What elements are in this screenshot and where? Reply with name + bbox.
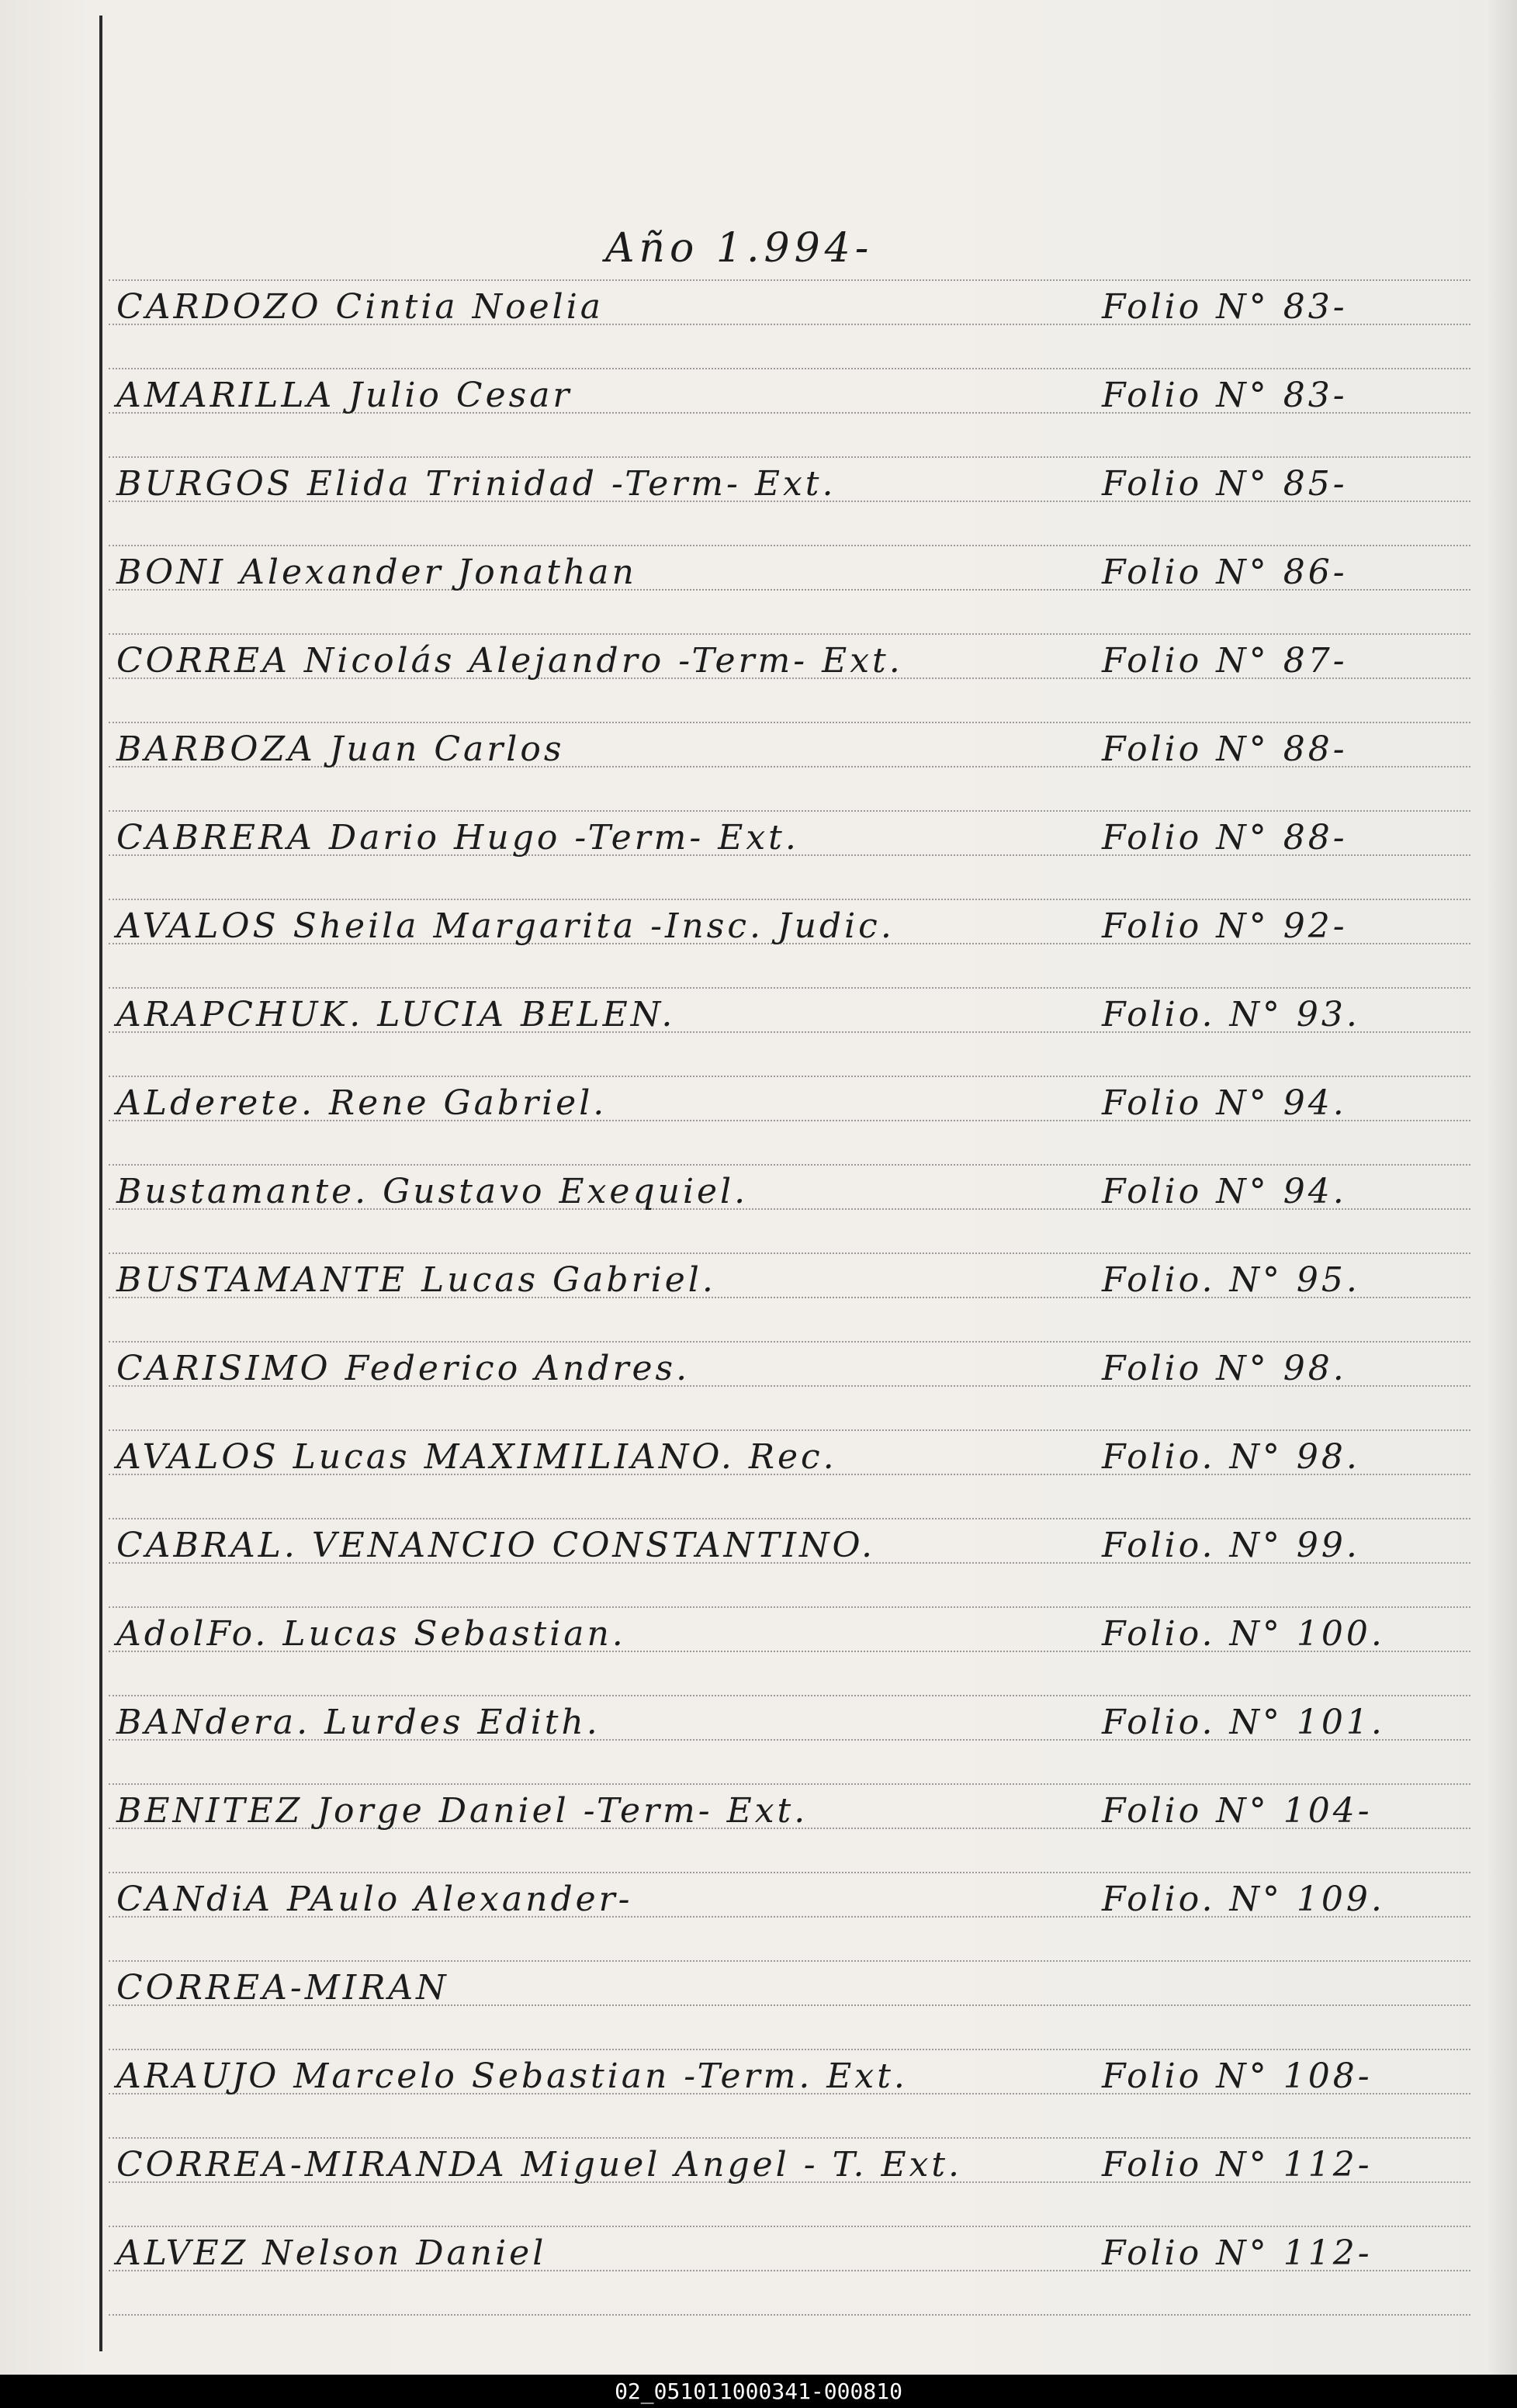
page-title: Año 1.994- bbox=[605, 225, 874, 272]
ruled-line bbox=[109, 2137, 1470, 2139]
entry-folio: Folio. N° 93. bbox=[1102, 995, 1360, 1034]
list-item bbox=[0, 1791, 1517, 1861]
entry-folio: Folio. N° 99. bbox=[1102, 1526, 1360, 1565]
entry-name: BENITEZ Jorge Daniel -Term- Ext. bbox=[116, 1791, 809, 1831]
entry-name: CARDOZO Cintia Noelia bbox=[116, 287, 604, 327]
ruled-line bbox=[109, 456, 1470, 458]
entry-folio: Folio N° 86- bbox=[1102, 553, 1348, 592]
entry-name: ALderete. Rene Gabriel. bbox=[116, 1083, 608, 1123]
list-item bbox=[0, 287, 1517, 357]
ruled-line bbox=[109, 1960, 1470, 1962]
ruled-line bbox=[109, 2049, 1470, 2050]
entry-name: Bustamante. Gustavo Exequiel. bbox=[116, 1172, 749, 1211]
entry-folio: Folio N° 87- bbox=[1102, 641, 1348, 681]
ruled-line bbox=[109, 1783, 1470, 1785]
list-item bbox=[0, 553, 1517, 622]
list-item bbox=[0, 729, 1517, 799]
list-item bbox=[0, 2233, 1517, 2303]
entry-name: CORREA Nicolás Alejandro -Term- Ext. bbox=[116, 641, 903, 681]
entry-folio: Folio N° 98. bbox=[1102, 1349, 1347, 1388]
ruled-line bbox=[109, 1518, 1470, 1519]
entry-name: ALVEZ Nelson Daniel bbox=[116, 2233, 547, 2273]
entry-folio: Folio N° 112- bbox=[1102, 2145, 1373, 2185]
entry-folio: Folio. N° 100. bbox=[1102, 1614, 1385, 1654]
ruled-line bbox=[109, 722, 1470, 723]
entry-folio: Folio N° 94. bbox=[1102, 1083, 1347, 1123]
entry-name: CABRAL. VENANCIO CONSTANTINO. bbox=[116, 1526, 875, 1565]
entry-folio: Folio. N° 95. bbox=[1102, 1260, 1360, 1300]
entry-name: CORREA-MIRAN bbox=[116, 1968, 449, 2008]
list-item bbox=[0, 1349, 1517, 1419]
entry-name: ARAPCHUK. LUCIA BELEN. bbox=[116, 995, 676, 1034]
entry-folio: Folio N° 104- bbox=[1102, 1791, 1373, 1831]
list-item bbox=[0, 641, 1517, 711]
list-item bbox=[0, 906, 1517, 976]
list-item bbox=[0, 2145, 1517, 2215]
ruled-line bbox=[109, 2226, 1470, 2227]
list-item bbox=[0, 995, 1517, 1065]
ruled-line bbox=[109, 1695, 1470, 1696]
ruled-line bbox=[109, 1872, 1470, 1873]
ruled-line bbox=[109, 633, 1470, 635]
entry-folio: Folio N° 83- bbox=[1102, 287, 1348, 327]
entry-name: BARBOZA Juan Carlos bbox=[116, 729, 565, 769]
entry-name: BURGOS Elida Trinidad -Term- Ext. bbox=[116, 464, 836, 504]
list-item bbox=[0, 1437, 1517, 1507]
ruled-line bbox=[109, 1606, 1470, 1608]
ruled-line bbox=[109, 899, 1470, 900]
entry-folio: Folio N° 85- bbox=[1102, 464, 1348, 504]
entry-folio: Folio N° 112- bbox=[1102, 2233, 1373, 2273]
entry-name: CARISIMO Federico Andres. bbox=[116, 1349, 691, 1388]
ruled-line bbox=[109, 279, 1470, 281]
ruled-line bbox=[109, 1429, 1470, 1431]
entry-folio: Folio N° 83- bbox=[1102, 376, 1348, 415]
ruled-line bbox=[109, 1341, 1470, 1343]
ruled-line bbox=[109, 368, 1470, 369]
entry-name: CANdiA PAulo Alexander- bbox=[116, 1880, 633, 1919]
entry-folio: Folio N° 92- bbox=[1102, 906, 1348, 946]
list-item bbox=[0, 1260, 1517, 1330]
ruled-line bbox=[109, 1164, 1470, 1166]
entry-folio: Folio. N° 109. bbox=[1102, 1880, 1385, 1919]
entry-name: AMARILLA Julio Cesar bbox=[116, 376, 573, 415]
list-item bbox=[0, 1968, 1517, 2038]
scan-footer-code: 02_051011000341-000810 bbox=[0, 2375, 1517, 2408]
list-item bbox=[0, 1880, 1517, 1949]
entry-name: AVALOS Lucas MAXIMILIANO. Rec. bbox=[116, 1437, 837, 1477]
entry-name: AVALOS Sheila Margarita -Insc. Judic. bbox=[116, 906, 895, 946]
ruled-line bbox=[109, 2314, 1470, 2316]
list-item bbox=[0, 2056, 1517, 2126]
entry-name: BANdera. Lurdes Edith. bbox=[116, 1703, 601, 1742]
entry-name: CABRERA Dario Hugo -Term- Ext. bbox=[116, 818, 799, 858]
entry-name: ARAUJO Marcelo Sebastian -Term. Ext. bbox=[116, 2056, 908, 2096]
list-item bbox=[0, 376, 1517, 445]
list-item bbox=[0, 818, 1517, 888]
entry-name: BUSTAMANTE Lucas Gabriel. bbox=[116, 1260, 716, 1300]
ruled-line bbox=[109, 810, 1470, 812]
entry-folio: Folio. N° 101. bbox=[1102, 1703, 1385, 1742]
list-item bbox=[0, 1526, 1517, 1596]
list-item bbox=[0, 1703, 1517, 1772]
ruled-line bbox=[109, 987, 1470, 989]
list-item bbox=[0, 1172, 1517, 1242]
list-item bbox=[0, 1614, 1517, 1684]
entry-folio: Folio. N° 98. bbox=[1102, 1437, 1360, 1477]
list-item bbox=[0, 1083, 1517, 1153]
list-item bbox=[0, 464, 1517, 534]
entry-folio: Folio N° 88- bbox=[1102, 818, 1348, 858]
ruled-line bbox=[109, 1253, 1470, 1254]
entry-folio: Folio N° 94. bbox=[1102, 1172, 1347, 1211]
ruled-line bbox=[109, 1076, 1470, 1077]
entry-folio: Folio N° 108- bbox=[1102, 2056, 1373, 2096]
entry-name: CORREA-MIRANDA Miguel Angel - T. Ext. bbox=[116, 2145, 963, 2185]
ruled-line bbox=[109, 545, 1470, 546]
entry-name: AdolFo. Lucas Sebastian. bbox=[116, 1614, 626, 1654]
entry-folio: Folio N° 88- bbox=[1102, 729, 1348, 769]
entry-name: BONI Alexander Jonathan bbox=[116, 553, 637, 592]
